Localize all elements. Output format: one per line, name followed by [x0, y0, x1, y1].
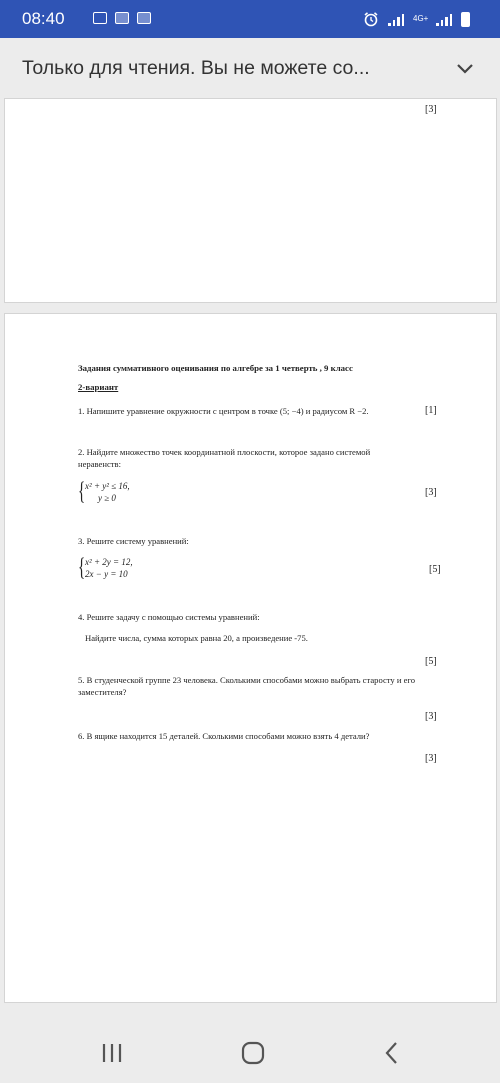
- home-button[interactable]: [231, 1033, 275, 1073]
- brace-icon: {: [78, 478, 86, 505]
- question-mark: [3]: [425, 104, 437, 115]
- question-1-mark: [1]: [425, 405, 437, 416]
- document-title: Только для чтения. Вы не можете со...: [22, 57, 370, 79]
- question-1: 1. Напишите уравнение окружности с центром в точке (5; −4) и радиусом R −2.: [78, 406, 369, 416]
- signal-icon: [388, 13, 404, 26]
- status-bar: [0, 0, 500, 38]
- status-time: 08:40: [22, 9, 65, 28]
- question-6-mark: [3]: [425, 753, 437, 764]
- brace-icon: {: [78, 554, 86, 581]
- wifi-signal-icon: [436, 13, 452, 26]
- question-6: 6. В ящике находится 15 деталей. Сколькими способами можно взять 4 детали?: [78, 731, 370, 741]
- equation-line-1: x² + 2y = 12,: [85, 557, 133, 567]
- back-button[interactable]: [370, 1033, 414, 1073]
- system-of-inequalities: [78, 478, 198, 505]
- document-page-2: [4, 313, 497, 1003]
- recent-apps-button[interactable]: [90, 1033, 134, 1073]
- question-4-task: Найдите числа, сумма которых равна 20, а произведение -75.: [85, 633, 308, 643]
- question-4-mark: [5]: [425, 656, 437, 667]
- app-bar: [0, 38, 500, 98]
- app-icon: [137, 12, 151, 24]
- alarm-icon: [363, 11, 379, 27]
- equation-line-2: 2x − y = 10: [85, 568, 128, 579]
- home-icon: [240, 1040, 266, 1066]
- navigation-bar: [0, 1023, 500, 1083]
- document-page-1: [4, 98, 497, 303]
- variant-label: 2-вариант: [78, 382, 119, 392]
- expand-button[interactable]: [450, 56, 480, 82]
- question-4: 4. Решите задачу с помощью системы уравнений:: [78, 612, 260, 622]
- network-type: 4G+: [413, 14, 429, 23]
- gallery-icon: [93, 12, 107, 24]
- chevron-down-icon: [456, 63, 474, 75]
- app-icon: [115, 12, 129, 24]
- recent-apps-icon: [100, 1042, 124, 1064]
- back-icon: [383, 1041, 401, 1065]
- page-title: Задания суммативного оценивания по алгебре за 1 четверть , 9 класс: [78, 363, 353, 373]
- question-2-mark: [3]: [425, 487, 437, 498]
- question-3: 3. Решите систему уравнений:: [78, 536, 189, 546]
- inequality-line-2: y ≥ 0: [98, 492, 116, 503]
- system-icons: [363, 11, 470, 27]
- system-of-equations: [78, 554, 198, 581]
- battery-icon: [461, 12, 470, 27]
- question-5: 5. В студенческой группе 23 человека. Сколькими способами можно выбрать старосту и его заместителя?: [78, 675, 416, 697]
- notification-icons: [93, 12, 151, 24]
- question-2: 2. Найдите множество точек координатной плоскости, которое задано системой неравенств:: [78, 447, 371, 469]
- inequality-line-1: x² + y² ≤ 16,: [85, 481, 130, 491]
- question-5-mark: [3]: [425, 711, 437, 722]
- question-3-mark: [5]: [429, 564, 441, 575]
